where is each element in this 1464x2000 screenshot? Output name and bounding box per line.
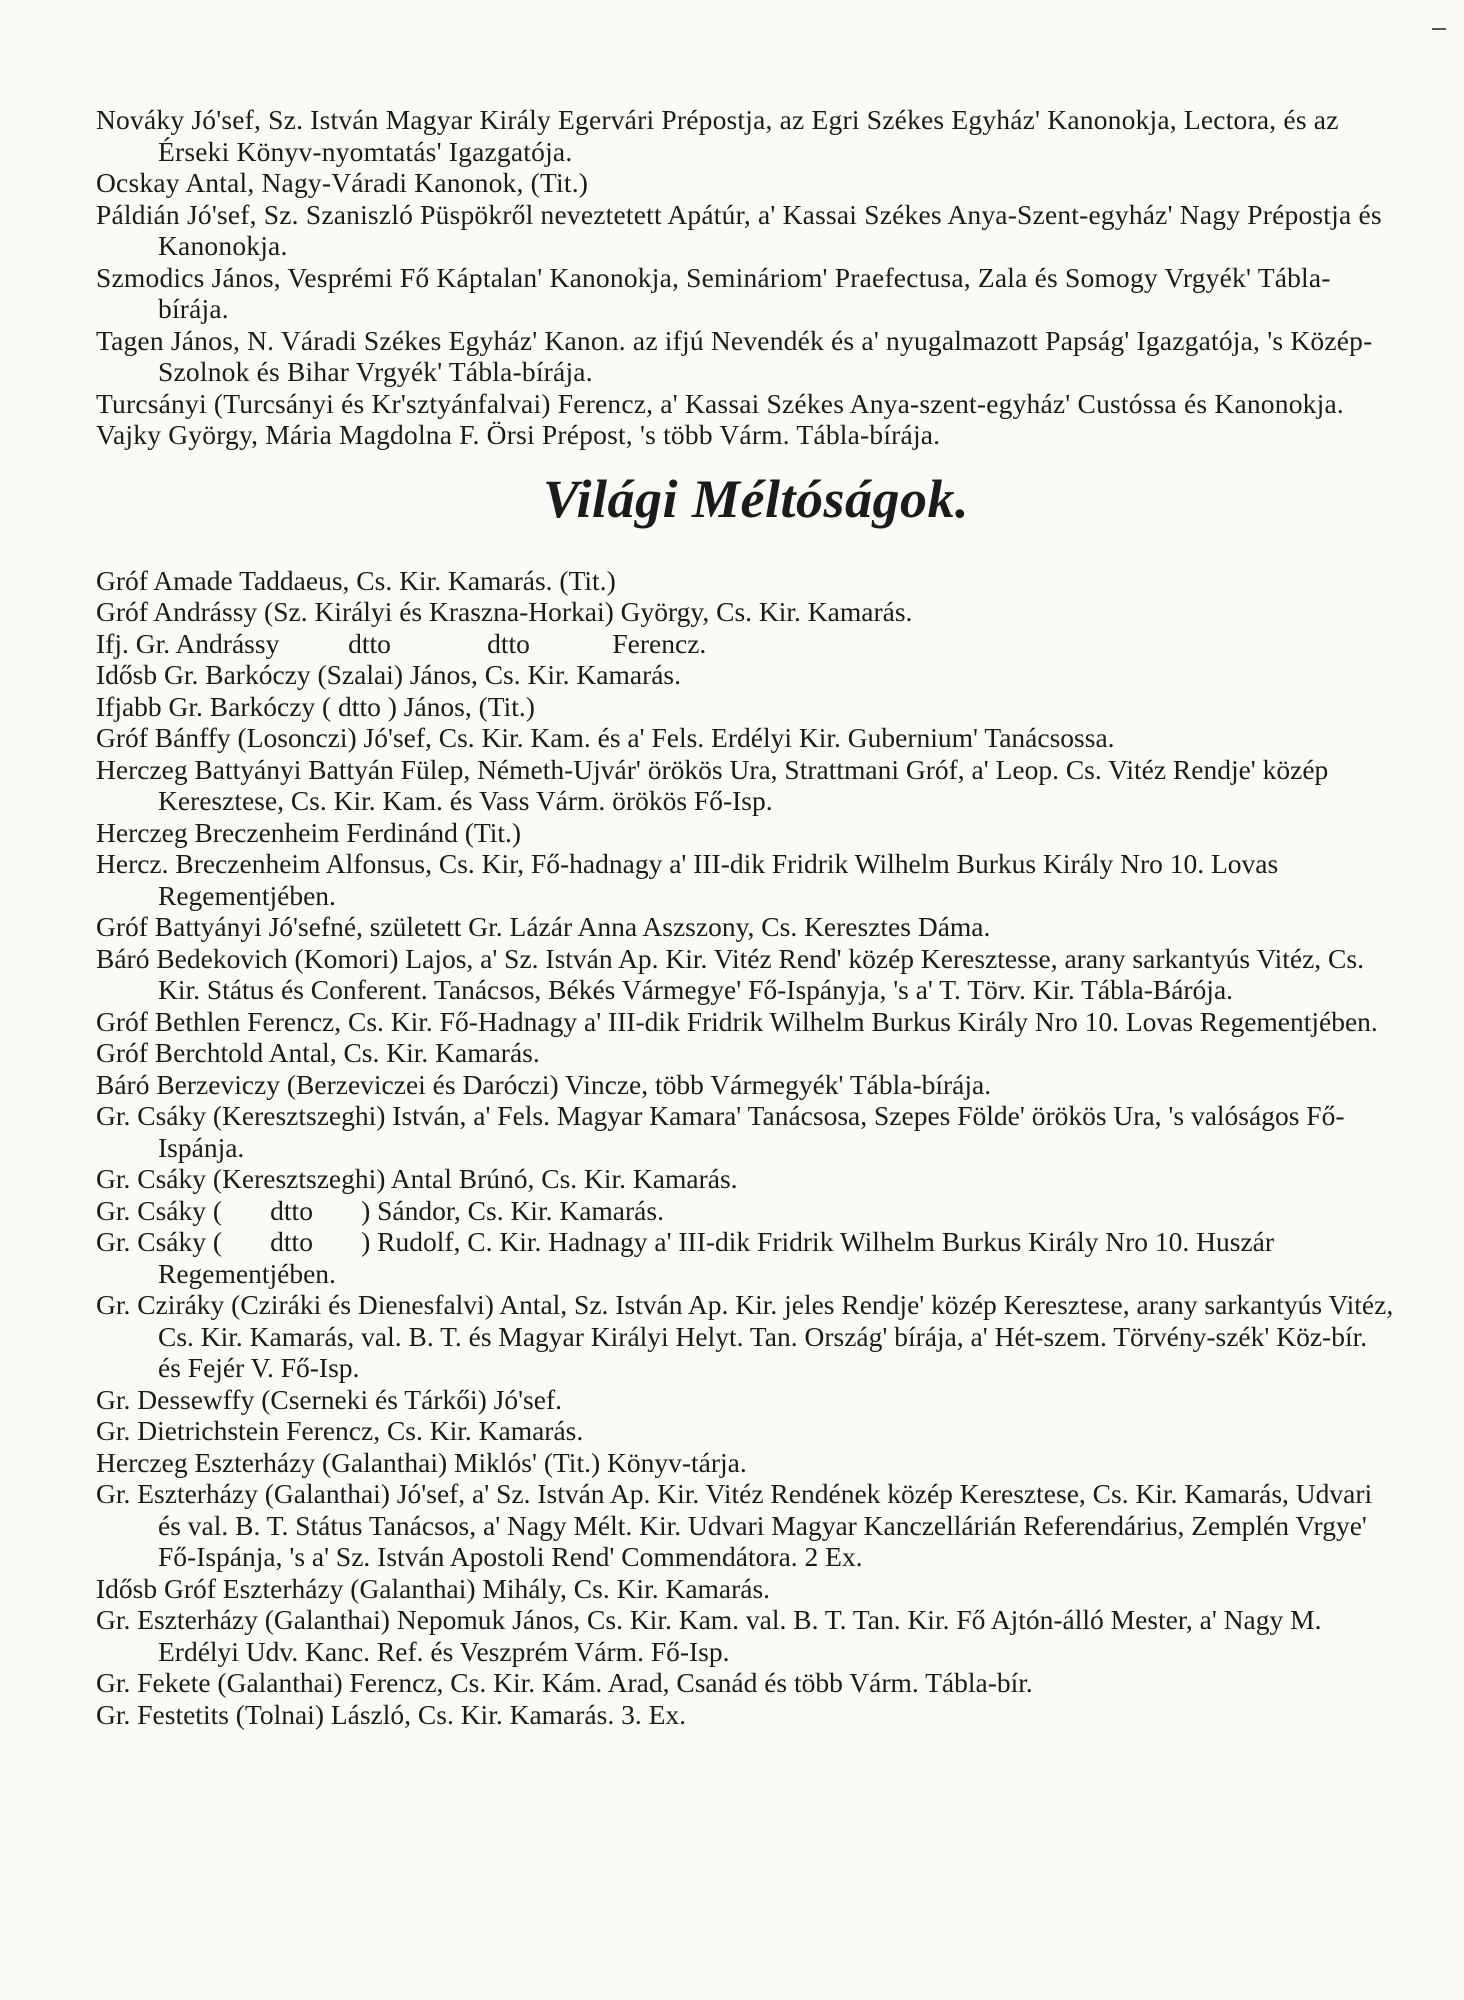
list-entry: Ifj. Gr. Andrássy dtto dtto Ferencz. — [96, 627, 707, 659]
list-entry: Ocskay Antal, Nagy-Váradi Kanonok, (Tit.) — [96, 167, 589, 198]
document-page — [96, 104, 1396, 1730]
list-entry: Gróf Andrássy (Sz. Királyi és Kraszna-Horkai) György, Cs. Kir. Kamarás. — [96, 596, 913, 627]
list-entry: Gr. Eszterházy (Galanthai) Nepomuk János, Cs. Kir. Kam. val. B. T. Tan. Kir. Fő Ajtón-álló Mester, a' Nagy M. Erdélyi Udv. Kanc. Ref. és Veszprém Várm. Fő-Isp. — [96, 1604, 1322, 1667]
list-entry: Gróf Bethlen Ferencz, Cs. Kir. Fő-Hadnagy a' III-dik Fridrik Wilhelm Burkus Király Nro 10. Lovas Regementjében. — [96, 1005, 1378, 1037]
list-entry: Gr. Dietrichstein Ferencz, Cs. Kir. Kamarás. — [96, 1415, 584, 1446]
list-entry: Gr. Csáky (Keresztszeghi) Antal Brúnó, Cs. Kir. Kamarás. — [96, 1163, 738, 1194]
list-entry: Vajky György, Mária Magdolna F. Örsi Prépost, 's több Várm. Tábla-bírája. — [96, 419, 941, 450]
list-entry: Idősb Gr. Barkóczy (Szalai) János, Cs. Kir. Kamarás. — [96, 659, 682, 690]
list-entry: Báró Bedekovich (Komori) Lajos, a' Sz. István Ap. Kir. Vitéz Rend' közép Keresztesse, arany sarkantyús Vitéz, Cs. Kir. Státus és Conferent. Tanácsos, Békés Vármegye' Fő-Ispányja, 's a' T. Törv. Kir. Tábla-Bárója. — [96, 942, 1364, 1005]
list-entry: Ifjabb Gr. Barkóczy ( dtto ) János, (Tit.) — [96, 690, 535, 722]
list-entry: Herczeg Breczenheim Ferdinánd (Tit.) — [96, 816, 522, 848]
list-entry: Gróf Berchtold Antal, Cs. Kir. Kamarás. — [96, 1037, 540, 1068]
list-entry: Tagen János, N. Váradi Székes Egyház' Kanon. az ifjú Nevendék és a' nyugalmazott Papság' Igazgatója, 's Közép-Szolnok és Bihar Vrgyék' Tábla-bírája. — [96, 324, 1373, 387]
list-entry: Gr. Csáky (Keresztszeghi) István, a' Fels. Magyar Kamara' Tanácsosa, Szepes Földe' örökös Ura, 's valóságos Fő-Ispánja. — [96, 1100, 1345, 1163]
page-edge-mark — [1432, 28, 1446, 30]
list-entry: Gr. Festetits (Tolnai) László, Cs. Kir. Kamarás. 3. Ex. — [96, 1698, 686, 1730]
list-entry: Gróf Battyányi Jó'sefné, született Gr. Lázár Anna Aszszony, Cs. Keresztes Dáma. — [96, 911, 991, 942]
list-entry: Gr. Cziráky (Cziráki és Dienesfalvi) Antal, Sz. István Ap. Kir. jeles Rendje' közép Keresztese, arany sarkantyús Vitéz, Cs. Kir. Kamarás, val. B. T. és Magyar Királyi Helyt. Tan. Ország' bírája, a' Hét-szem. Törvény-szék' Köz-bír. és Fejér V. Fő-Isp. — [96, 1289, 1394, 1383]
list-entry: Herczeg Battyányi Battyán Fülep, Németh-Ujvár' örökös Ura, Strattmani Gróf, a' Leop. Cs. Vitéz Rendje' közép Keresztese, Cs. Kir. Kam. és Vass Várm. örökös Fő-Isp. — [96, 753, 1329, 816]
secular-entries-list — [96, 565, 1396, 1731]
list-entry: Turcsányi (Turcsányi és Kr'sztyánfalvai) Ferencz, a' Kassai Székes Anya-szent-egyház' Custóssa és Kanonokja. — [96, 387, 1344, 419]
section-heading: Világi Méltóságok. — [542, 468, 970, 529]
clerical-entries-list — [96, 104, 1396, 451]
list-entry: Gr. Csáky ( dtto ) Rudolf, C. Kir. Hadnagy a' III-dik Fridrik Wilhelm Burkus Király Nro 10. Huszár Regementjében. — [96, 1226, 1281, 1289]
list-entry: Hercz. Breczenheim Alfonsus, Cs. Kir, Fő-hadnagy a' III-dik Fridrik Wilhelm Burkus Király Nro 10. Lovas Regementjében. — [96, 848, 1279, 911]
list-entry: Gr. Eszterházy (Galanthai) Jó'sef, a' Sz. István Ap. Kir. Vitéz Rendének közép Keresztese, Cs. Kir. Kamarás, Udvari és val. B. T. Státus Tanácsos, a' Nagy Mélt. Kir. Udvari Magyar Kanczellárián Referendárius, Zemplén Vrgye' Fő-Ispánja, 's a' Sz. István Apostoli Rend' Commendátora. 2 Ex. — [96, 1478, 1373, 1572]
list-entry: Gróf Bánffy (Losonczi) Jó'sef, Cs. Kir. Kam. és a' Fels. Erdélyi Kir. Gubernium' Tanácsossa. — [96, 722, 1115, 753]
list-entry: Báró Berzeviczy (Berzeviczei és Daróczi) Vincze, több Vármegyék' Tábla-bírája. — [96, 1068, 992, 1100]
list-entry: Herczeg Eszterházy (Galanthai) Miklós' (Tit.) Könyv-tárja. — [96, 1446, 747, 1478]
list-entry: Nováky Jó'sef, Sz. István Magyar Király Egervári Prépostja, az Egri Székes Egyház' Kanonokja, Lectora, és az Érseki Könyv-nyomtatás' Igazgatója. — [96, 104, 1339, 167]
list-entry: Szmodics János, Vesprémi Fő Káptalan' Kanonokja, Semináriom' Praefectusa, Zala és Somogy Vrgyék' Tábla-bírája. — [96, 261, 1331, 324]
list-entry: Gr. Csáky ( dtto ) Sándor, Cs. Kir. Kamarás. — [96, 1194, 664, 1226]
list-entry: Gr. Dessewffy (Cserneki és Tárkői) Jó'sef. — [96, 1383, 562, 1415]
list-entry: Páldián Jó'sef, Sz. Szaniszló Püspökről neveztetett Apátúr, a' Kassai Székes Anya-Szent-egyház' Nagy Prépostja és Kanonokja. — [96, 198, 1382, 261]
list-entry: Gr. Fekete (Galanthai) Ferencz, Cs. Kir. Kám. Arad, Csanád és több Várm. Tábla-bír. — [96, 1667, 1033, 1698]
list-entry: Idősb Gróf Eszterházy (Galanthai) Mihály, Cs. Kir. Kamarás. — [96, 1572, 771, 1604]
list-entry: Gróf Amade Taddaeus, Cs. Kir. Kamarás. (Tit.) — [96, 564, 616, 596]
